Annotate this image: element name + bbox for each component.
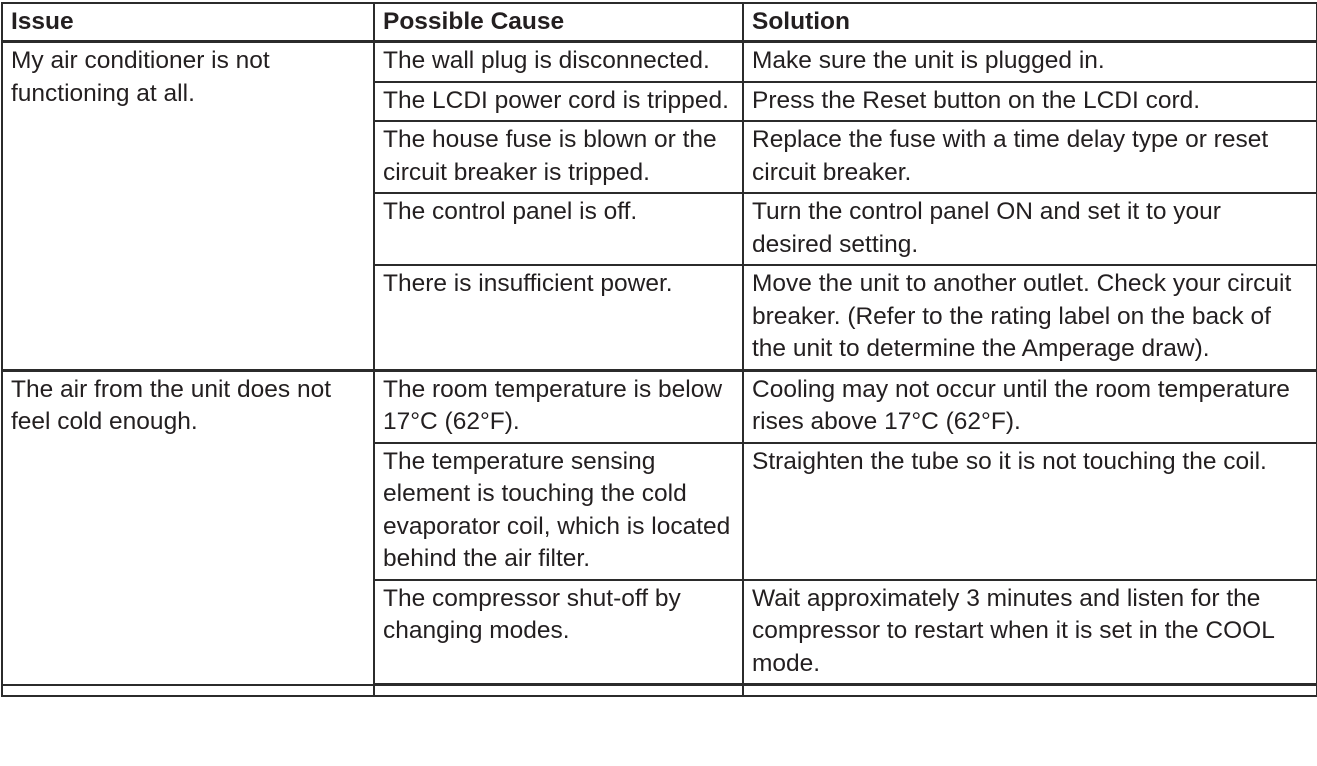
solution-cell: Press the Reset button on the LCDI cord.: [743, 82, 1317, 122]
cause-cell: The control panel is off.: [374, 193, 743, 265]
cause-cell: The house fuse is blown or the circuit breaker is tripped.: [374, 121, 743, 193]
solution-cell: Replace the fuse with a time delay type or reset circuit breaker.: [743, 121, 1317, 193]
continuation-cell: [2, 685, 374, 697]
troubleshooting-table: [1, 2, 1317, 697]
issue-cell: The air from the unit does not feel cold enough.: [2, 370, 374, 685]
solution-cell: Wait approximately 3 minutes and listen for the compressor to restart when it is set in the COOL mode.: [743, 580, 1317, 685]
solution-cell: Turn the control panel ON and set it to your desired setting.: [743, 193, 1317, 265]
header-possible-cause: Possible Cause: [374, 3, 743, 42]
cause-cell: The room temperature is below 17°C (62°F).: [374, 370, 743, 443]
table-header-row: [2, 3, 1317, 42]
header-solution: Solution: [743, 3, 1317, 42]
solution-cell: Straighten the tube so it is not touching the coil.: [743, 443, 1317, 580]
table-row: [2, 42, 1317, 82]
cause-cell: The LCDI power cord is tripped.: [374, 82, 743, 122]
cause-cell: The temperature sensing element is touching the cold evaporator coil, which is located behind the air filter.: [374, 443, 743, 580]
table-row: [2, 370, 1317, 443]
solution-cell: Make sure the unit is plugged in.: [743, 42, 1317, 82]
continuation-cell: [743, 685, 1317, 697]
cause-cell: There is insufficient power.: [374, 265, 743, 370]
header-issue: Issue: [2, 3, 374, 42]
cause-cell: The compressor shut-off by changing modes.: [374, 580, 743, 685]
table-row-continuation: [2, 685, 1317, 697]
solution-cell: Move the unit to another outlet. Check your circuit breaker. (Refer to the rating label on the back of the unit to determine the Amperage draw).: [743, 265, 1317, 370]
cause-cell: The wall plug is disconnected.: [374, 42, 743, 82]
solution-cell: Cooling may not occur until the room temperature rises above 17°C (62°F).: [743, 370, 1317, 443]
issue-cell: My air conditioner is not functioning at all.: [2, 42, 374, 371]
continuation-cell: [374, 685, 743, 697]
